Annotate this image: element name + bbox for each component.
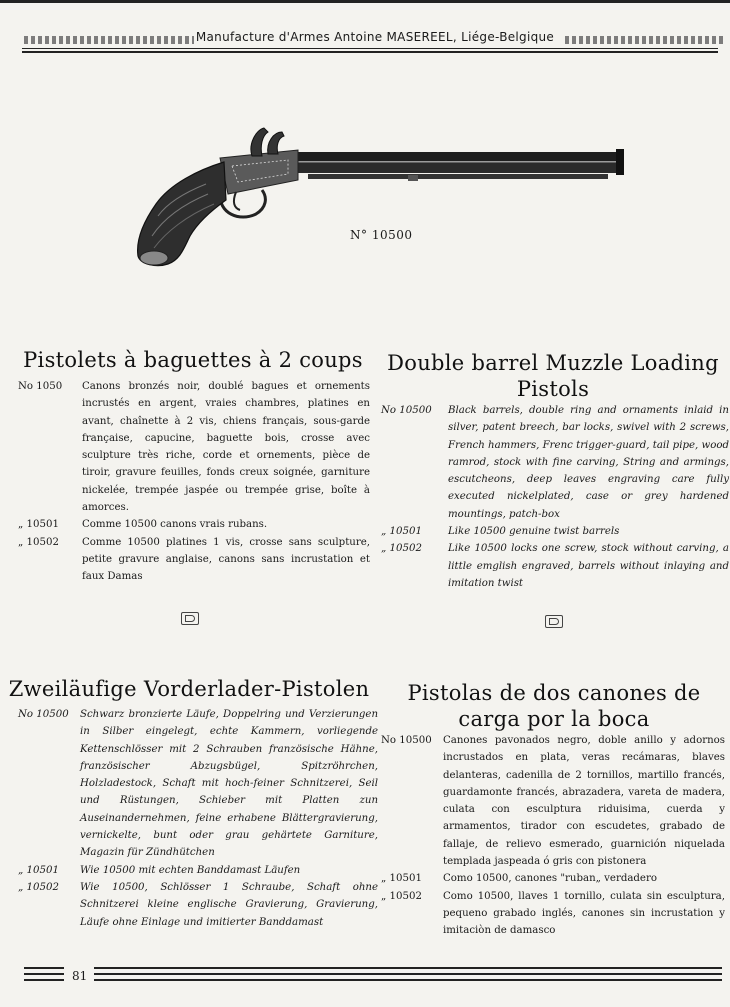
item-number: „ 10502: [18, 536, 59, 548]
item-description: Comme 10500 canons vrais rubans.: [82, 519, 268, 531]
heading-english: Double barrel Muzzle Loading Pistols: [387, 351, 719, 401]
item-list-english: [381, 402, 729, 592]
item-number: No 10500: [381, 405, 432, 416]
item-number: No 10500: [381, 735, 432, 746]
item-number: „ 10501: [18, 864, 59, 876]
list-item: [18, 378, 370, 516]
list-item: [18, 706, 378, 862]
footer-rule-left: [24, 967, 64, 969]
header-ornament-left: [24, 36, 194, 44]
list-item: [381, 540, 729, 592]
list-item: [18, 534, 370, 586]
list-item: [18, 516, 370, 533]
item-description: Como 10500, llaves 1 tornillo, culata sin esculptura, pequeno grabado inglés, canones sin incrustation y imitaciòn de damasco: [443, 890, 725, 937]
item-description: Wie 10500, Schlösser 1 Schraube, Schaft ohne Schnitzerei kleine englische Gravierung, Gravierung, Läufe ohne Einlage und imitierter Banddamast: [80, 881, 378, 928]
heading-spanish: Pistolas de dos canones de carga por la boca: [407, 681, 701, 731]
item-description: Comme 10500 platines 1 vis, crosse sans sculpture, petite gravure anglaise, canons sans incrustation et faux Damas: [82, 536, 370, 583]
item-number: „ 10501: [381, 526, 422, 538]
header-ornament-right: [565, 36, 723, 44]
item-description: Wie 10500 mit echten Banddamast Läufen: [80, 864, 301, 876]
item-description: Schwarz bronzierte Läufe, Doppelring und Verzierungen in Silber eingelegt, echte Kammern, vorliegende Kettenschlösser mit 2 Schrauben französische Hähne, französischer Abzugsbügel, Spitzröhrchen, Holzladestock, Schaft mit hoch-feiner Schnitzerei, Seil und Rüstungen, Schieber mit Platten zun Auseinandernehmen, feine erhabene Blättergravierung, vernickelte, bunt oder grau gehärtete Garniture, Magazin für Zündhütchen: [80, 709, 378, 859]
list-item: [18, 879, 378, 931]
list-item: [18, 862, 378, 879]
footer-rule-left: [24, 979, 64, 981]
item-description: Canons bronzés noir, doublé bagues et ornements incrustés en argent, vraies chambres, platines en avant, chaînette à 2 vis, chiens français, sous-garde française, capucine, baguette bois, crosse avec sculpture très riche, corde et ornements, pièce de tiroir, gravure feuilles, fonds creux soignée, garniture nickelée, trempée jaspée ou trempée grise, boîte à amorces.: [82, 381, 370, 514]
pistol-illustration: [128, 118, 628, 276]
item-number: „ 10502: [381, 543, 422, 555]
footer-rule-right: [94, 967, 722, 969]
item-description: Canones pavonados negro, doble anillo y adornos incrustados en plata, veras recámaras, blaves delanteras, cadenilla de 2 tornillos, martillo francés, guardamonte francés, abrazadera, vareta de madera, culata con esculptura riduisima, cuerda y armamentos, tirador con escudetes, grabado de fallaje, de relievo esmerado, guarnición niquelada templada jaspeada ó gris con pistonera: [443, 735, 725, 868]
header-rule-double: [22, 51, 718, 53]
item-number: „ 10502: [381, 890, 422, 902]
item-description: Como 10500, canones "ruban„ verdadero: [443, 873, 657, 885]
list-item: [381, 870, 725, 887]
item-number: No 1050: [18, 381, 63, 392]
item-description: Black barrels, double ring and ornaments inlaid in silver, patent breech, bar locks, swivel with 2 screws, French hammers, Frenc trigger-guard, tail pipe, wood ramrod, stock with fine carving, String and armings, escutcheons, deep leaves engraving care fully executed nickelplated, case or grey hardened mountings, patch-box: [448, 405, 729, 520]
footer-rule-right: [94, 979, 722, 981]
footer-rule-right: [94, 973, 722, 975]
page-number: 81: [72, 969, 88, 983]
list-item: [381, 523, 729, 540]
ornament-mark-right: [545, 615, 563, 628]
list-item: [381, 402, 729, 523]
item-number: No 10500: [18, 709, 69, 720]
header-title: Manufacture d'Armes Antoine MASEREEL, Liége-Belgique: [195, 30, 555, 44]
list-item: [381, 732, 725, 870]
list-item: [381, 888, 725, 940]
figure-caption: N° 10500: [350, 228, 413, 242]
item-list-french: [18, 378, 370, 586]
page-top-edge: [0, 0, 730, 3]
item-description: Like 10500 genuine twist barrels: [448, 526, 620, 538]
header-rule: [22, 48, 718, 49]
item-list-spanish: [381, 732, 725, 940]
item-number: „ 10502: [18, 881, 59, 893]
item-description: Like 10500 locks one screw, stock without carving, a little emglish engraved, barrels without inlaying and imitation twist: [448, 543, 729, 589]
item-number: „ 10501: [381, 873, 422, 885]
heading-german: Zweiläufige Vorderlader-Pistolen: [8, 677, 370, 701]
item-number: „ 10501: [18, 519, 59, 531]
footer-rule-left: [24, 973, 64, 975]
ornament-mark-left: [181, 612, 199, 625]
heading-french: Pistolets à baguettes à 2 coups: [23, 348, 363, 372]
item-list-german: [18, 706, 378, 931]
